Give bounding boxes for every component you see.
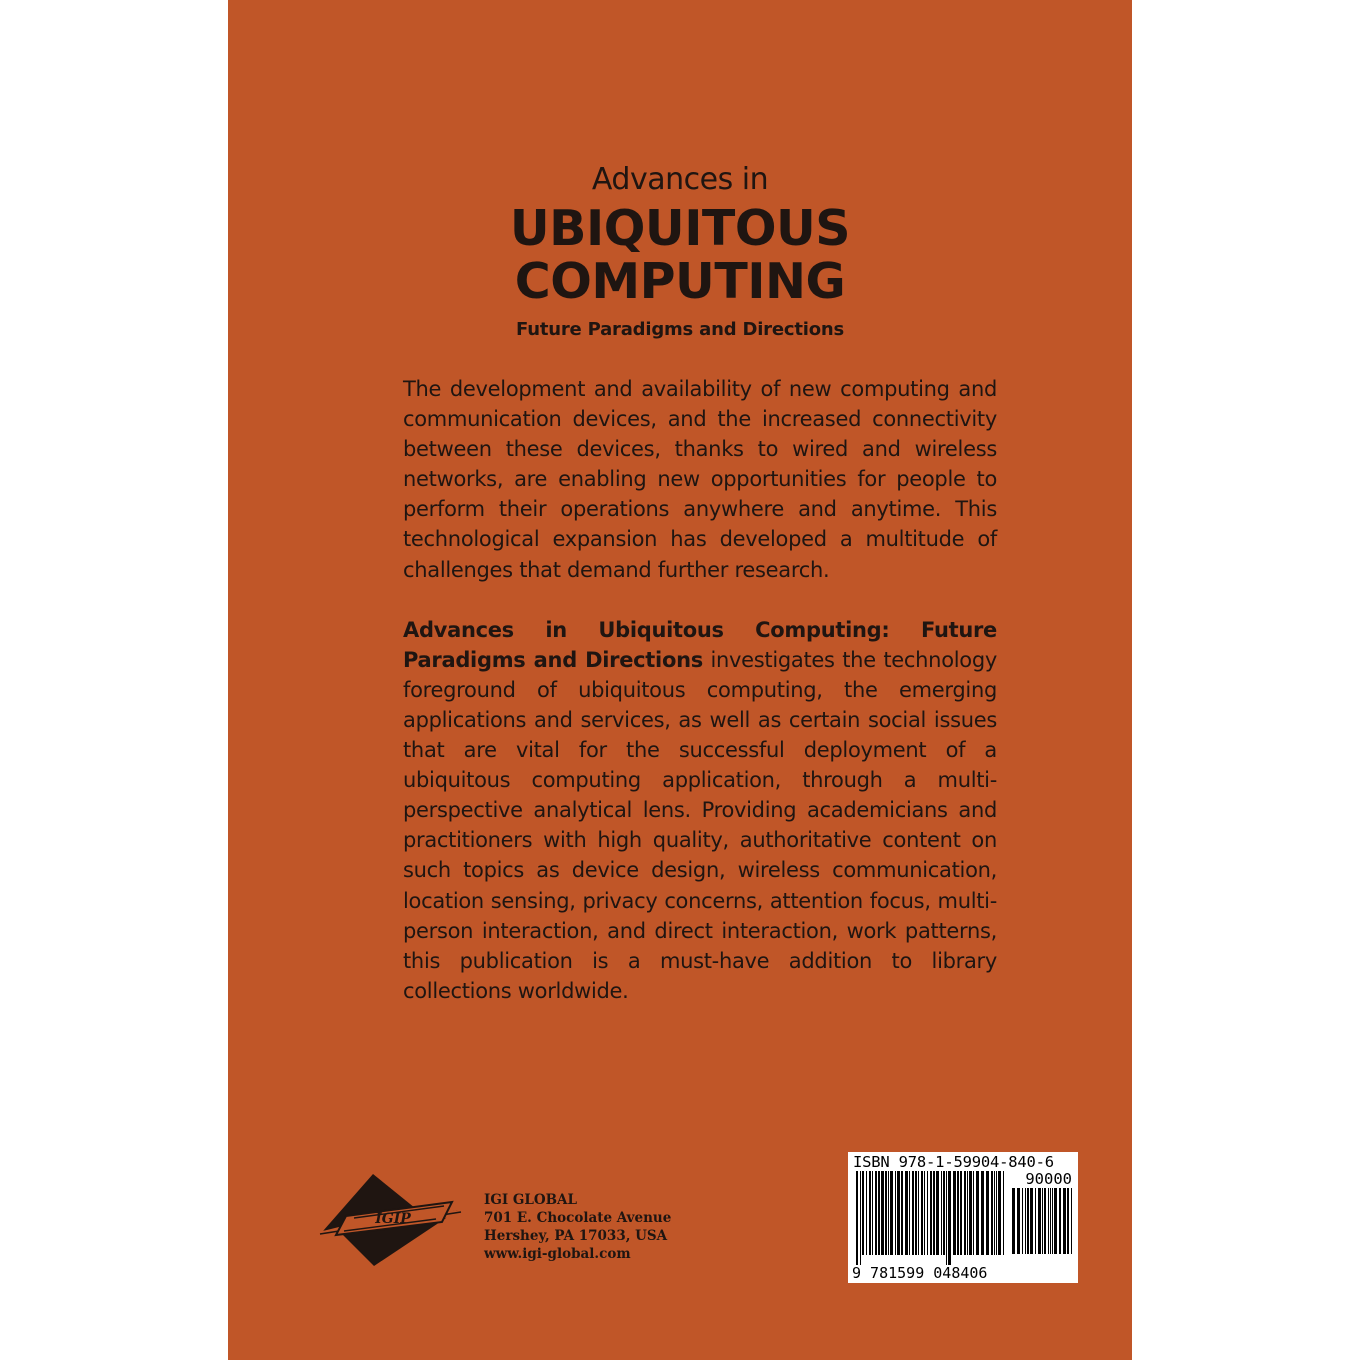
barcode-bar: [918, 1171, 919, 1255]
barcode-bar: [1054, 1188, 1057, 1254]
barcode-bar: [862, 1171, 864, 1255]
barcode-bar: [921, 1171, 923, 1255]
barcode-bar: [890, 1171, 893, 1255]
barcode-bar: [927, 1171, 928, 1255]
barcode-bar: [1022, 1188, 1023, 1254]
isbn-text: ISBN 978-1-59904-840-6: [853, 1153, 1054, 1171]
barcode-bar: [986, 1171, 989, 1255]
barcode-bar: [872, 1171, 873, 1255]
barcode-bar: [875, 1171, 877, 1255]
barcode-bar: [897, 1171, 900, 1255]
barcode-bar: [881, 1171, 884, 1255]
barcode-bar: [1067, 1188, 1069, 1254]
barcode-bar: [1038, 1188, 1041, 1254]
logo-text: IGIP: [375, 1211, 411, 1227]
publisher-info: [484, 1191, 671, 1263]
barcode-bar: [869, 1171, 871, 1255]
barcode-bar: [1025, 1188, 1026, 1254]
barcode-bar: [1012, 1188, 1015, 1254]
barcode-bar: [885, 1171, 887, 1255]
barcode-bar: [1071, 1188, 1072, 1254]
publisher-city: Hershey, PA 17033, USA: [484, 1228, 668, 1244]
barcode-bar: [878, 1171, 880, 1255]
addon-barcode-bars: [1012, 1188, 1072, 1264]
barcode-bar: [866, 1171, 867, 1255]
barcode-bar: [909, 1171, 910, 1255]
barcode-bar: [1035, 1188, 1036, 1254]
barcode-bar: [905, 1171, 908, 1255]
barcode-bar: [991, 1171, 993, 1255]
publisher-name: IGI GLOBAL: [484, 1192, 578, 1208]
ean-barcode-bars: [856, 1171, 1006, 1265]
barcode-bar: [996, 1171, 997, 1255]
description-paragraph-2: [403, 615, 997, 1006]
barcode-bar: [924, 1171, 925, 1255]
barcode-bar: [936, 1171, 939, 1255]
book-back-cover: [228, 0, 1132, 1360]
description-paragraph-2-text: investigates the technology foreground of ubiquitous computing, the emerging applications and services, as well as certain social issues that are vital for the successful deployment of a ubiquitous computing application, through a multi-perspective analytical lens. Providing academicians and practitioners with high quality, authoritative content on such topics as device design, wireless communication, location sensing, privacy concerns, attention focus, multi-person interaction, and direct interaction, work patterns, this publication is a must-have addition to library collections worldwide.: [403, 647, 997, 1003]
description-paragraph-1: The development and availability of new computing and communication devices, and the increased connectivity between these devices, thanks to wired and wireless networks, are enabling new opportunities for people to perform their operations anywhere and anytime. This technological expansion has developed a multitude of challenges that demand further research.: [403, 377, 997, 582]
isbn-barcode: [848, 1152, 1078, 1283]
barcode-bar: [933, 1171, 935, 1255]
barcode-bar: [943, 1171, 945, 1255]
barcode-bar: [901, 1171, 903, 1255]
barcode-bar: [1063, 1188, 1066, 1254]
barcode-bar: [1059, 1188, 1061, 1254]
barcode-bar: [856, 1171, 858, 1265]
barcode-bar: [953, 1171, 956, 1255]
barcode-bar: [860, 1171, 861, 1265]
barcode-bar: [1042, 1188, 1043, 1254]
barcode-bar: [957, 1171, 959, 1255]
barcode-bar: [973, 1171, 974, 1255]
title-line-1: UBIQUITOUS: [509, 200, 851, 257]
barcode-bar: [994, 1171, 995, 1255]
igip-diamond-logo: [318, 1172, 463, 1268]
barcode-bar: [969, 1171, 972, 1255]
barcode-bar: [960, 1171, 962, 1255]
barcode-bar: [1050, 1188, 1051, 1254]
barcode-bar: [1027, 1188, 1029, 1254]
title-prefix: Advances in: [591, 162, 769, 197]
barcode-bar: [895, 1171, 896, 1255]
ean-digits: 9 781599 048406: [852, 1264, 988, 1282]
description: [403, 374, 997, 1036]
barcode-bar: [915, 1171, 917, 1255]
barcode-bar: [888, 1171, 889, 1255]
barcode-bar: [1003, 1171, 1004, 1255]
barcode-bar: [948, 1171, 951, 1265]
barcode-bar: [946, 1171, 947, 1265]
publisher-street: 701 E. Chocolate Avenue: [484, 1210, 672, 1226]
barcode-bar: [1044, 1188, 1046, 1254]
barcode-bar: [981, 1171, 984, 1255]
barcode-bar: [930, 1171, 932, 1255]
title-line-2: COMPUTING: [514, 253, 846, 310]
barcode-bar: [941, 1171, 942, 1255]
publisher-website: www.igi-global.com: [484, 1246, 631, 1262]
title-block: [228, 160, 1132, 342]
description-book-title: Advances in Ubiquitous Computing: Future Paradigms and Directions: [403, 617, 997, 672]
barcode-bar: [1030, 1188, 1033, 1254]
barcode-bar: [1048, 1188, 1049, 1254]
barcode-bar: [1052, 1188, 1053, 1254]
barcode-bar: [1017, 1188, 1020, 1254]
subtitle: Future Paradigms and Directions: [516, 319, 844, 340]
barcode-bar: [967, 1171, 968, 1255]
price-code: 90000: [1025, 1170, 1072, 1188]
barcode-bar: [998, 1171, 1001, 1255]
barcode-bar: [976, 1171, 979, 1255]
barcode-bar: [964, 1171, 966, 1255]
barcode-bar: [912, 1171, 914, 1255]
